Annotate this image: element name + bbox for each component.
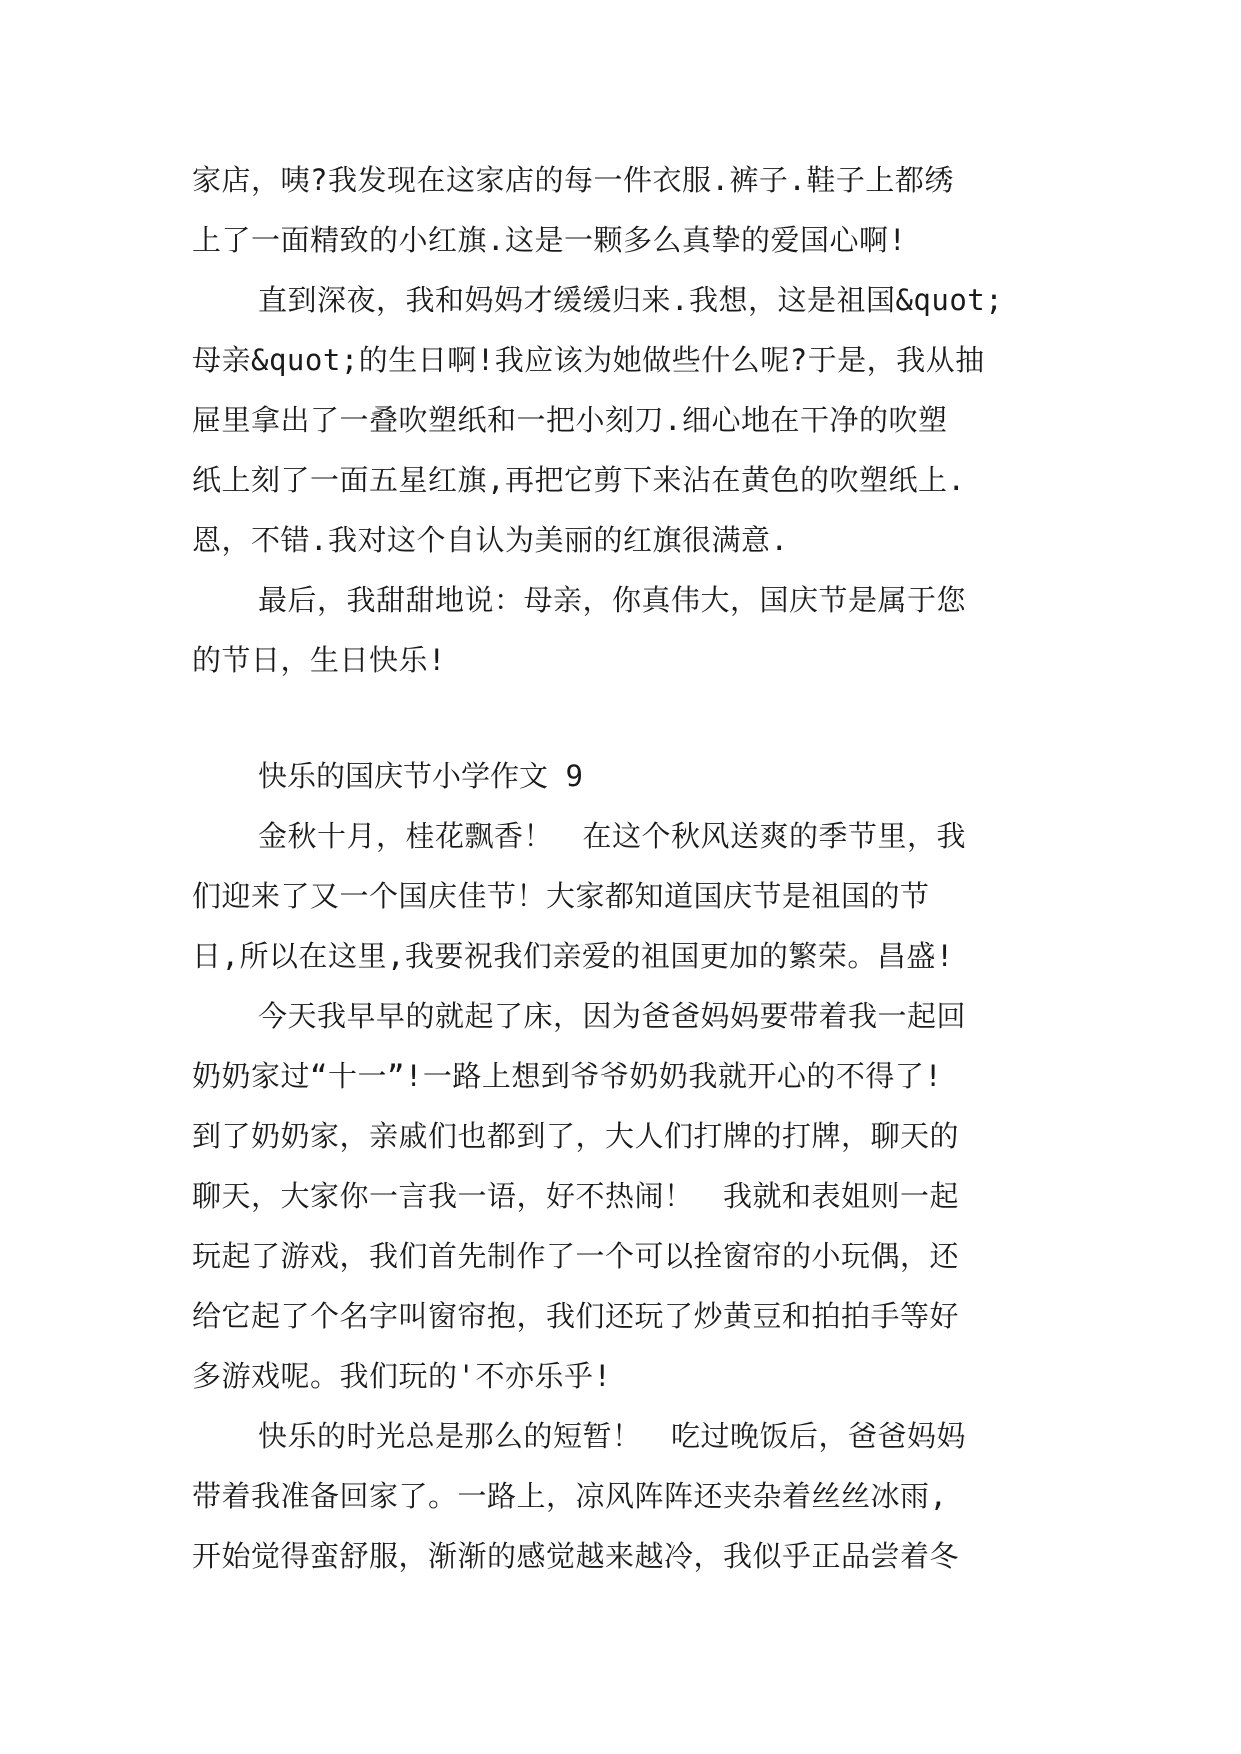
text-line: 母亲&quot;的生日啊!我应该为她做些什么呢?于是，我从抽: [192, 343, 985, 377]
paragraph-5: [192, 986, 1062, 1406]
text-line: 恩，不错.我对这个自认为美丽的红旗很满意.: [192, 523, 789, 557]
paragraph-3: [192, 570, 1062, 690]
paragraph-6: [192, 1406, 1062, 1586]
article-body: [192, 150, 1062, 1586]
text-line: 到了奶奶家，亲戚们也都到了，大人们打牌的打牌，聊天的: [192, 1119, 960, 1153]
text-line: 开始觉得蛮舒服，渐渐的感觉越来越冷，我似乎正品尝着冬: [192, 1539, 960, 1573]
paragraph-2: [192, 270, 1062, 570]
text-line: 最后，我甜甜地说：母亲，你真伟大，国庆节是属于您: [258, 583, 967, 617]
spacer: [192, 690, 1062, 746]
text-line: 聊天，大家你一言我一语，好不热闹！ 我就和表姐则一起: [192, 1179, 960, 1213]
text-line: 们迎来了又一个国庆佳节！大家都知道国庆节是祖国的节: [192, 879, 930, 913]
text-line: 奶奶家过“十一”!一路上想到爷爷奶奶我就开心的不得了!: [192, 1059, 943, 1093]
text-line: 多游戏呢。我们玩的'不亦乐乎!: [192, 1359, 612, 1393]
text-line: 上了一面精致的小红旗.这是一颗多么真挚的爱国心啊!: [192, 223, 907, 257]
paragraph-1: [192, 150, 1062, 270]
text-line: 带着我准备回家了。一路上，凉风阵阵还夹杂着丝丝冰雨,: [192, 1479, 948, 1513]
text-line: 的节日，生日快乐!: [192, 643, 446, 677]
text-line: 今天我早早的就起了床，因为爸爸妈妈要带着我一起回: [258, 999, 967, 1033]
text-line: 给它起了个名字叫窗帘抱，我们还玩了炒黄豆和拍拍手等好: [192, 1299, 960, 1333]
text-line: 金秋十月，桂花飘香！ 在这个秋风送爽的季节里，我: [258, 819, 967, 853]
text-line: 屉里拿出了一叠吹塑纸和一把小刻刀.细心地在干净的吹塑: [192, 403, 948, 437]
paragraph-4: [192, 806, 1062, 986]
section-heading: 快乐的国庆节小学作文 9: [258, 759, 583, 793]
text-line: 玩起了游戏，我们首先制作了一个可以拴窗帘的小玩偶，还: [192, 1239, 960, 1273]
text-line: 日,所以在这里,我要祝我们亲爱的祖国更加的繁荣。昌盛!: [192, 939, 954, 973]
text-line: 纸上刻了一面五星红旗,再把它剪下来沾在黄色的吹塑纸上.: [192, 463, 966, 497]
text-line: 家店，咦?我发现在这家店的每一件衣服.裤子.鞋子上都绣: [192, 163, 954, 197]
text-line: 快乐的时光总是那么的短暂！ 吃过晚饭后，爸爸妈妈: [258, 1419, 967, 1453]
text-line: 直到深夜，我和妈妈才缓缓归来.我想，这是祖国&quot;: [258, 283, 1004, 317]
